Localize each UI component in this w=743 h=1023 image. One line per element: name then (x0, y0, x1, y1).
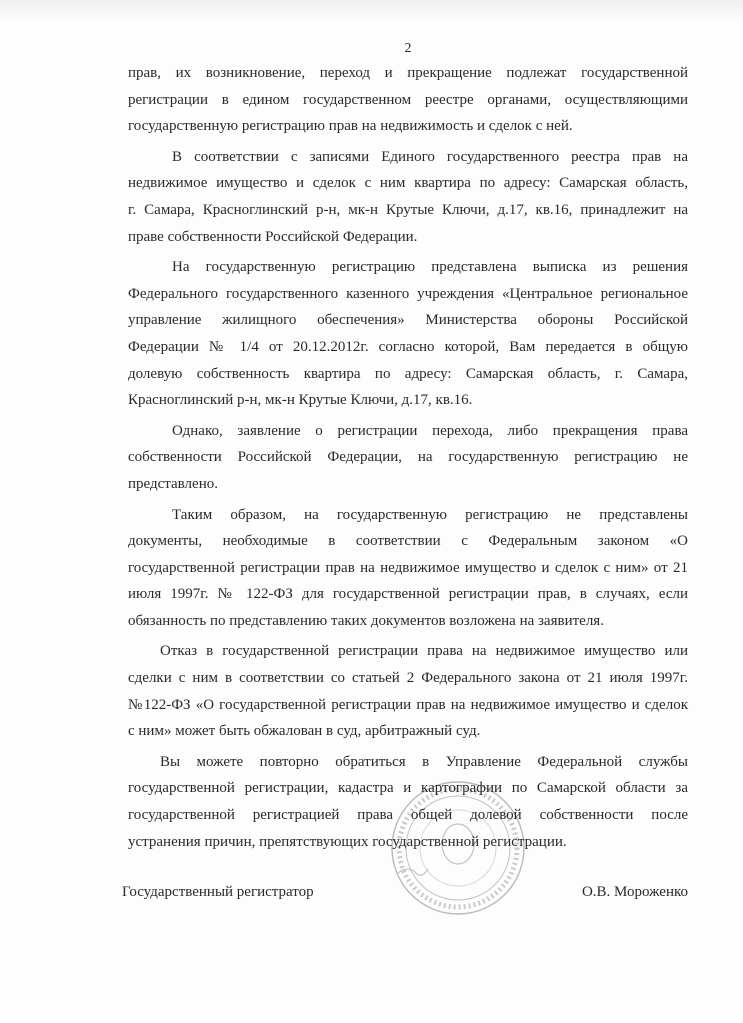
text-line: обязанность по представлению таких документов возложена на заявителя. (128, 612, 604, 629)
text-line: На государственную регистрацию представлена выписка из решения (172, 259, 688, 276)
text-line: государственной регистрации, кадастра и картографии по Самарской области за (128, 780, 688, 797)
text-line: собственности Российской Федерации, на государственную регистрацию не (128, 449, 688, 466)
text-line: с ним» может быть обжалован в суд, арбитражный суд. (128, 723, 481, 740)
text-line: Таким образом, на государственную регистрацию не представлены (172, 506, 688, 523)
text-line: представлено. (128, 475, 218, 492)
text-line: сделки с ним в соответствии со статьей 2 Федерального закона от 21 июля 1997г. (128, 670, 688, 687)
text-line: г. Самара, Красноглинский р-н, мк-н Крутые Ключи, д.17, кв.16, принадлежит на (128, 201, 688, 218)
text-line: Федерации № 1/4 от 20.12.2012г. согласно которой, Вам передается в общую (128, 338, 688, 355)
page-number: 2 (404, 41, 412, 56)
paragraph (128, 749, 688, 855)
text-line: государственной регистрацией права общей долевой собственности после (128, 807, 688, 824)
text-line: управление жилищного обеспечения» Министерства обороны Российской (128, 312, 688, 329)
text-line: Отказ в государственной регистрации права на недвижимое имущество или (160, 643, 688, 660)
scan-edge-shadow (0, 0, 743, 20)
document-flow (122, 40, 688, 903)
text-line: Однако, заявление о регистрации перехода, либо прекращения права (172, 422, 688, 439)
signer-role: Государственный регистратор (122, 884, 314, 901)
paragraph (128, 638, 688, 744)
text-line: государственной регистрации прав на недвижимое имущество и сделок с ним» от 21 (128, 559, 688, 576)
text-line: Вы можете повторно обратиться в Управление Федеральной службы (160, 753, 688, 770)
paragraph (128, 254, 688, 414)
text-line: недвижимое имущество и сделок с ним квартира по адресу: Самарская область, (128, 175, 688, 192)
signature-block (122, 881, 688, 903)
paragraph (128, 60, 688, 140)
text-line: В соответствии с записями Единого государственного реестра прав на (172, 148, 688, 165)
text-line: прав, их возникновение, переход и прекращение подлежат государственной (128, 65, 688, 81)
text-line: июля 1997г. № 122-ФЗ для государственной регистрации прав, в случаях, если (128, 586, 688, 603)
paragraph (128, 144, 688, 250)
text-line: документы, необходимые в соответствии с Федеральным законом «О (128, 533, 688, 550)
signer-name: О.В. Мороженко (581, 884, 688, 901)
text-line: государственную регистрацию прав на недвижимость и сделок с ней. (128, 118, 573, 135)
text-line: долевую собственность квартира по адресу: Самарская область, г. Самара, (128, 365, 688, 382)
text-line: устранения причин, препятствующих государственной регистрации. (128, 833, 567, 850)
text-line: №122-ФЗ «О государственной регистрации прав на недвижимое имущество и сделок (128, 696, 688, 713)
text-line: праве собственности Российской Федерации. (128, 228, 418, 245)
document-body (128, 60, 688, 855)
paragraph (128, 418, 688, 498)
text-line: Красноглинский р-н, мк-н Крутые Ключи, д.17, кв.16. (128, 392, 473, 409)
text-line: регистрации в едином государственном реестре органами, осуществляющими (128, 91, 688, 108)
text-line: Федерального государственного казенного учреждения «Центральное региональное (128, 285, 688, 302)
paragraph (128, 502, 688, 635)
